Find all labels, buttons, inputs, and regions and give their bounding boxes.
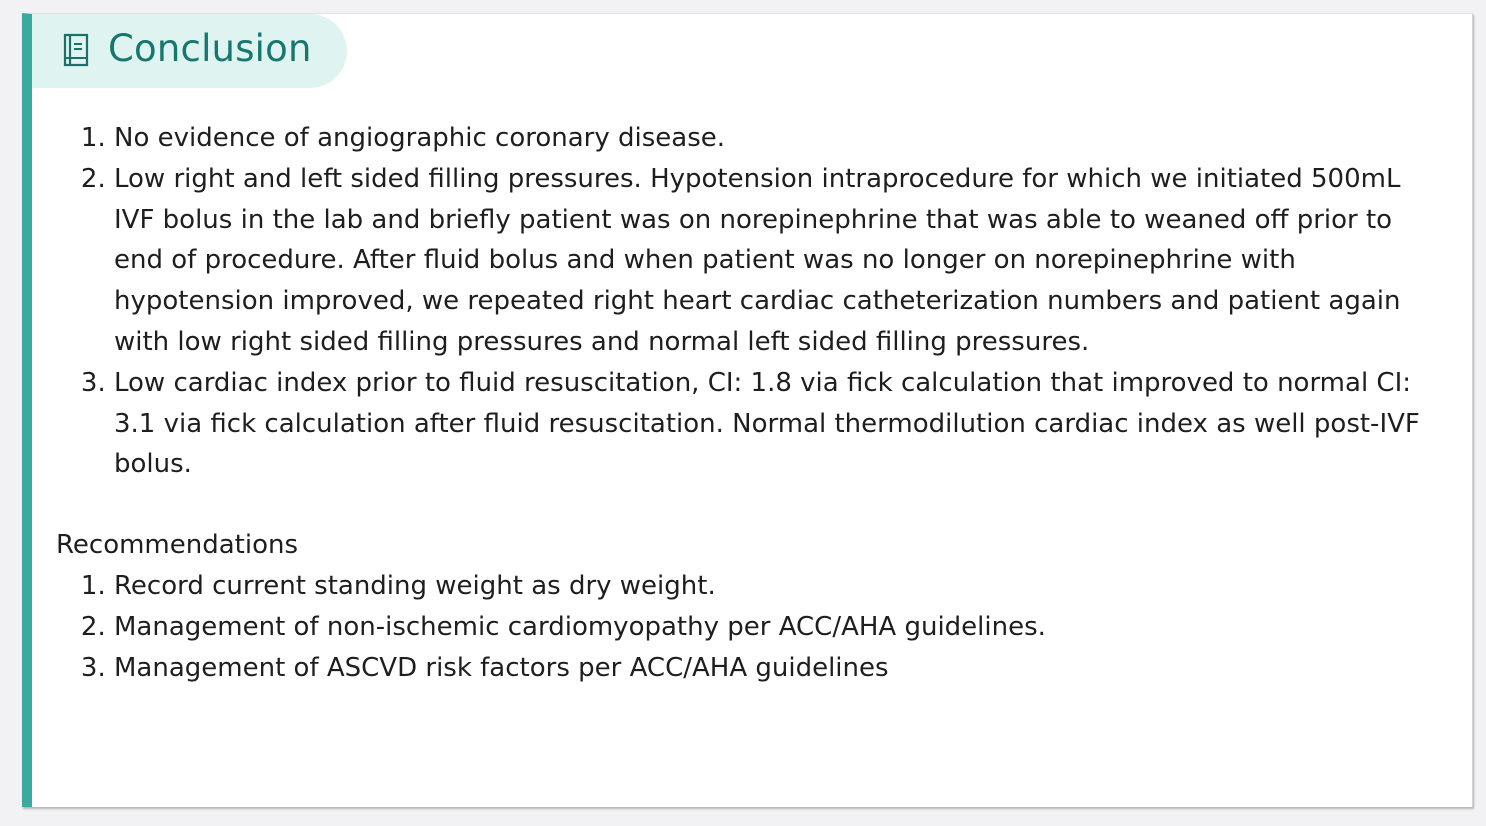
list-item: 1. Record current standing weight as dry weight. (114, 566, 1446, 607)
recommendations-heading: Recommendations (56, 530, 299, 561)
list-item: 3. Low cardiac index prior to fluid resuscitation, CI: 1.8 via fick calculation that improved to normal CI: 3.1 via fick calculation after fluid resuscitation. Normal thermodilution cardiac index as well post-IVF bolus. (114, 363, 1446, 485)
list-item: 2. Low right and left sided filling pressures. Hypotension intraprocedure for which we initiated 500mL IVF bolus in the lab and briefly patient was on norepinephrine that was able to weaned off prior to end of procedure. After fluid bolus and when patient was no longer on norepinephrine with hypotension improved, we repeated right heart cardiac catheterization numbers and patient again with low right sided filling pressures and normal left sided filling pressures. (114, 159, 1446, 363)
list-item: 2. Management of non-ischemic cardiomyopathy per ACC/AHA guidelines. (114, 607, 1446, 648)
list-item: 1. No evidence of angiographic coronary disease. (114, 118, 1446, 159)
section-title: Conclusion (108, 27, 312, 70)
conclusion-content (56, 118, 1446, 688)
conclusion-card (22, 13, 1473, 807)
recommendations-list (56, 566, 1446, 688)
list-item: 3. Management of ASCVD risk factors per ACC/AHA guidelines (114, 648, 1446, 689)
notebook-icon (62, 33, 90, 67)
section-header (32, 14, 347, 88)
conclusion-list (56, 118, 1446, 485)
